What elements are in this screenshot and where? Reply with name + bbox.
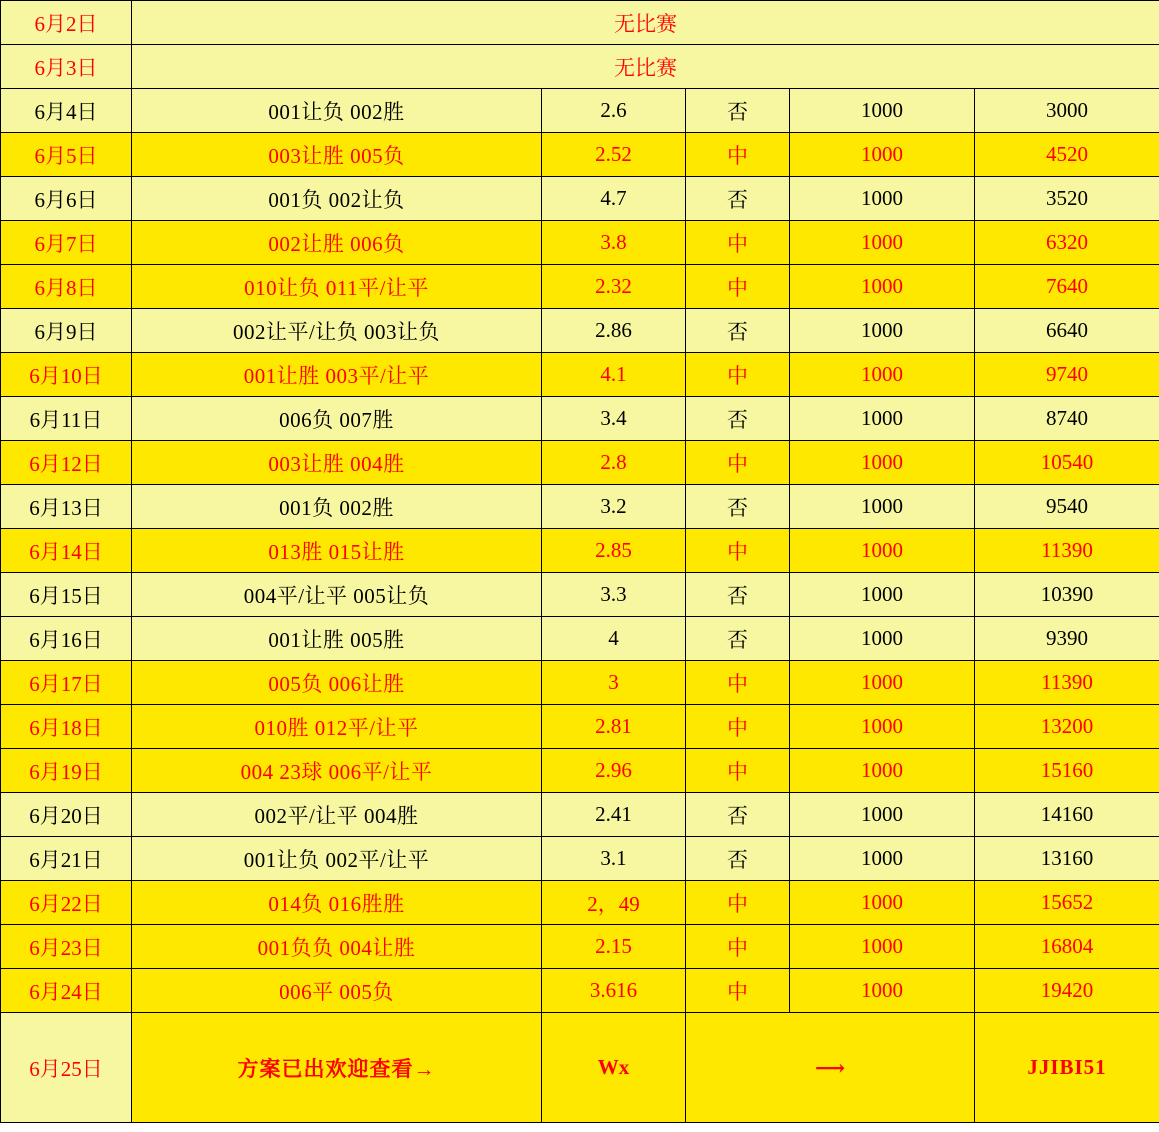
row-hit: 中 — [686, 749, 790, 793]
row-odds: 3.2 — [542, 485, 686, 529]
table-row — [1, 485, 1159, 529]
row-stake: 1000 — [790, 969, 975, 1013]
row-stake: 1000 — [790, 573, 975, 617]
row-profit: 13160 — [975, 837, 1159, 881]
table-row — [1, 133, 1159, 177]
row-stake: 1000 — [790, 397, 975, 441]
row-hit: 否 — [686, 573, 790, 617]
table-row — [1, 353, 1159, 397]
table-row — [1, 529, 1159, 573]
row-stake: 1000 — [790, 89, 975, 133]
row-profit: 15652 — [975, 881, 1159, 925]
row-profit: 6320 — [975, 221, 1159, 265]
row-no-match: 无比赛 — [132, 45, 1159, 89]
row-odds: 2.96 — [542, 749, 686, 793]
row-pick: 006负 007胜 — [132, 397, 542, 441]
row-pick: 005负 006让胜 — [132, 661, 542, 705]
row-hit: 中 — [686, 925, 790, 969]
row-hit: 否 — [686, 793, 790, 837]
row-odds: 2.41 — [542, 793, 686, 837]
row-profit: 10390 — [975, 573, 1159, 617]
row-pick: 001让胜 003平/让平 — [132, 353, 542, 397]
row-profit: 3000 — [975, 89, 1159, 133]
row-odds: 4.7 — [542, 177, 686, 221]
row-stake: 1000 — [790, 441, 975, 485]
row-stake: 1000 — [790, 529, 975, 573]
row-profit: 6640 — [975, 309, 1159, 353]
row-hit: 中 — [686, 661, 790, 705]
row-profit: 3520 — [975, 177, 1159, 221]
row-odds: 3.616 — [542, 969, 686, 1013]
table-row — [1, 397, 1159, 441]
row-hit: 中 — [686, 353, 790, 397]
row-pick: 004 23球 006平/让平 — [132, 749, 542, 793]
row-stake: 1000 — [790, 309, 975, 353]
row-hit: 中 — [686, 221, 790, 265]
row-odds: 2.15 — [542, 925, 686, 969]
row-stake: 1000 — [790, 705, 975, 749]
row-odds: 4 — [542, 617, 686, 661]
row-stake: 1000 — [790, 617, 975, 661]
row-profit: 11390 — [975, 661, 1159, 705]
row-stake: 1000 — [790, 353, 975, 397]
row-hit: 否 — [686, 89, 790, 133]
table-row — [1, 309, 1159, 353]
row-date: 6月12日 — [1, 441, 132, 485]
table-row — [1, 177, 1159, 221]
results-table-body — [1, 1, 1159, 1123]
row-date: 6月19日 — [1, 749, 132, 793]
table-row — [1, 837, 1159, 881]
row-odds: 2.86 — [542, 309, 686, 353]
row-pick: 010胜 012平/让平 — [132, 705, 542, 749]
row-profit: 15160 — [975, 749, 1159, 793]
row-date: 6月16日 — [1, 617, 132, 661]
row-pick: 003让胜 004胜 — [132, 441, 542, 485]
row-date: 6月14日 — [1, 529, 132, 573]
table-row — [1, 661, 1159, 705]
row-hit: 中 — [686, 705, 790, 749]
row-profit: 8740 — [975, 397, 1159, 441]
row-profit: 13200 — [975, 705, 1159, 749]
table-row — [1, 221, 1159, 265]
row-stake: 1000 — [790, 881, 975, 925]
row-stake: 1000 — [790, 661, 975, 705]
row-hit: 中 — [686, 529, 790, 573]
row-date: 6月5日 — [1, 133, 132, 177]
row-profit: 9390 — [975, 617, 1159, 661]
row-stake: 1000 — [790, 485, 975, 529]
row-hit: 否 — [686, 617, 790, 661]
row-pick: 001让胜 005胜 — [132, 617, 542, 661]
row-pick: 014负 016胜胜 — [132, 881, 542, 925]
row-profit: 9740 — [975, 353, 1159, 397]
table-row — [1, 573, 1159, 617]
row-date: 6月6日 — [1, 177, 132, 221]
row-pick: 006平 005负 — [132, 969, 542, 1013]
row-pick: 002让平/让负 003让负 — [132, 309, 542, 353]
row-hit: 否 — [686, 177, 790, 221]
row-stake: 1000 — [790, 749, 975, 793]
table-row — [1, 617, 1159, 661]
row-hit: 否 — [686, 309, 790, 353]
table-row — [1, 265, 1159, 309]
row-date: 6月13日 — [1, 485, 132, 529]
row-profit: 4520 — [975, 133, 1159, 177]
table-row — [1, 925, 1159, 969]
row-date: 6月2日 — [1, 1, 132, 45]
promo-message: 方案已出欢迎查看→ — [132, 1013, 542, 1123]
row-profit: 10540 — [975, 441, 1159, 485]
row-odds: 2.85 — [542, 529, 686, 573]
table-row — [1, 1, 1159, 45]
row-odds: 3.1 — [542, 837, 686, 881]
promo-wx-label: Wx — [542, 1013, 686, 1123]
row-date: 6月4日 — [1, 89, 132, 133]
table-row — [1, 89, 1159, 133]
table-row — [1, 969, 1159, 1013]
row-profit: 19420 — [975, 969, 1159, 1013]
row-hit: 中 — [686, 133, 790, 177]
row-pick: 002平/让平 004胜 — [132, 793, 542, 837]
promo-row — [1, 1013, 1159, 1123]
row-pick: 001负 002胜 — [132, 485, 542, 529]
row-no-match: 无比赛 — [132, 1, 1159, 45]
row-hit: 中 — [686, 881, 790, 925]
row-date: 6月20日 — [1, 793, 132, 837]
row-pick: 010让负 011平/让平 — [132, 265, 542, 309]
row-hit: 中 — [686, 441, 790, 485]
row-stake: 1000 — [790, 221, 975, 265]
table-row — [1, 705, 1159, 749]
row-profit: 9540 — [975, 485, 1159, 529]
row-stake: 1000 — [790, 133, 975, 177]
row-stake: 1000 — [790, 265, 975, 309]
row-odds: 3 — [542, 661, 686, 705]
row-hit: 否 — [686, 485, 790, 529]
row-odds: 2，49 — [542, 881, 686, 925]
row-date: 6月24日 — [1, 969, 132, 1013]
row-odds: 2.8 — [542, 441, 686, 485]
row-date: 6月3日 — [1, 45, 132, 89]
row-profit: 7640 — [975, 265, 1159, 309]
row-hit: 中 — [686, 265, 790, 309]
row-date: 6月18日 — [1, 705, 132, 749]
arrow-icon: ⟶ — [686, 1013, 975, 1123]
row-date: 6月9日 — [1, 309, 132, 353]
row-odds: 2.6 — [542, 89, 686, 133]
promo-wx-id: JJIBI51 — [975, 1013, 1159, 1123]
row-pick: 002让胜 006负 — [132, 221, 542, 265]
row-stake: 1000 — [790, 793, 975, 837]
row-date: 6月23日 — [1, 925, 132, 969]
row-date: 6月22日 — [1, 881, 132, 925]
row-hit: 中 — [686, 969, 790, 1013]
table-row — [1, 749, 1159, 793]
row-stake: 1000 — [790, 177, 975, 221]
row-odds: 2.81 — [542, 705, 686, 749]
row-pick: 003让胜 005负 — [132, 133, 542, 177]
row-profit: 14160 — [975, 793, 1159, 837]
row-odds: 2.32 — [542, 265, 686, 309]
row-odds: 3.4 — [542, 397, 686, 441]
row-pick: 001让负 002胜 — [132, 89, 542, 133]
table-row — [1, 793, 1159, 837]
table-row — [1, 45, 1159, 89]
row-date: 6月8日 — [1, 265, 132, 309]
row-odds: 3.3 — [542, 573, 686, 617]
row-pick: 004平/让平 005让负 — [132, 573, 542, 617]
row-odds: 3.8 — [542, 221, 686, 265]
row-hit: 否 — [686, 397, 790, 441]
row-odds: 2.52 — [542, 133, 686, 177]
row-profit: 11390 — [975, 529, 1159, 573]
row-hit: 否 — [686, 837, 790, 881]
row-date: 6月7日 — [1, 221, 132, 265]
row-pick: 013胜 015让胜 — [132, 529, 542, 573]
row-date: 6月21日 — [1, 837, 132, 881]
row-date: 6月11日 — [1, 397, 132, 441]
row-profit: 16804 — [975, 925, 1159, 969]
row-pick: 001让负 002平/让平 — [132, 837, 542, 881]
row-date: 6月15日 — [1, 573, 132, 617]
table-row — [1, 441, 1159, 485]
row-pick: 001负负 004让胜 — [132, 925, 542, 969]
row-date: 6月17日 — [1, 661, 132, 705]
row-date: 6月10日 — [1, 353, 132, 397]
row-odds: 4.1 — [542, 353, 686, 397]
promo-date: 6月25日 — [1, 1013, 132, 1123]
row-stake: 1000 — [790, 925, 975, 969]
table-row — [1, 881, 1159, 925]
row-stake: 1000 — [790, 837, 975, 881]
row-pick: 001负 002让负 — [132, 177, 542, 221]
